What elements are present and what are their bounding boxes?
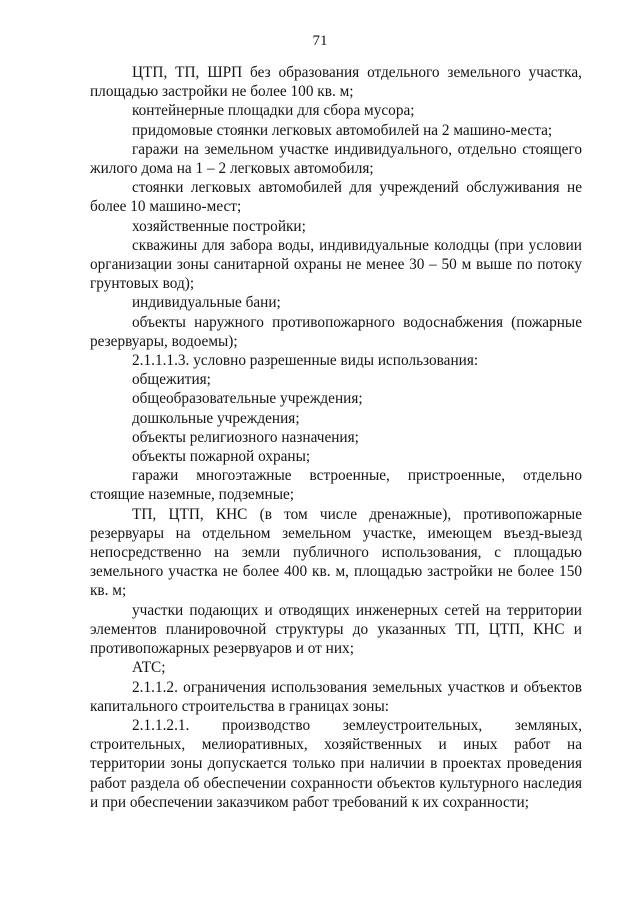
paragraph: придомовые стоянки легковых автомобилей на 2 машино-места;	[132, 121, 553, 139]
document-body	[90, 63, 582, 812]
paragraph: объекты религиозного назначения;	[132, 428, 359, 446]
paragraph: дошкольные учреждения;	[132, 409, 300, 427]
page-number: 71	[312, 33, 328, 49]
paragraph: ЦТП, ТП, ШРП без образования отдельного земельного участка, площадью застройки не более 100 кв. м;	[90, 64, 582, 101]
paragraph: объекты пожарной охраны;	[132, 448, 311, 466]
paragraph: ТП, ЦТП, КНС (в том числе дренажные), противопожарные резервуары на отдельном земельном участке, имеющем въезд-выезд непосредственно на земли публичного использования, с площадью земельного участка не более 400 кв. м, площадью застройки не более 150 кв. м;	[90, 505, 582, 600]
section-heading: 2.1.1.1.3. условно разрешенные виды использования:	[132, 352, 479, 370]
paragraph: общеобразовательные учреждения;	[132, 390, 363, 408]
paragraph: контейнерные площадки для сбора мусора;	[132, 102, 415, 120]
paragraph: хозяйственные постройки;	[132, 217, 306, 235]
paragraph: гаражи многоэтажные встроенные, пристроенные, отдельно стоящие наземные, подземные;	[90, 467, 582, 504]
paragraph: объекты наружного противопожарного водоснабжения (пожарные резервуары, водоемы);	[90, 313, 582, 350]
section-heading: 2.1.1.2. ограничения использования земельных участков и объектов капитального строительства в границах зоны:	[90, 678, 582, 715]
paragraph: АТС;	[132, 659, 166, 677]
paragraph: общежития;	[132, 371, 211, 389]
paragraph: индивидуальные бани;	[132, 294, 281, 312]
paragraph: скважины для забора воды, индивидуальные колодцы (при условии организации зоны санитарной охраны не менее 30 – 50 м выше по потоку грунтовых вод);	[90, 236, 582, 293]
paragraph: 2.1.1.2.1. производство землеустроительных, земляных, строительных, мелиоративных, хозяйственных и иных работ на территории зоны допускается только при наличии в проектах проведения работ раздела об обеспечении сохранности объектов культурного наследия и при обеспечении заказчиком работ требований к их сохранности;	[90, 716, 582, 811]
paragraph: стоянки легковых автомобилей для учреждений обслуживания не более 10 машино-мест;	[90, 179, 582, 216]
paragraph: участки подающих и отводящих инженерных сетей на территории элементов планировочной структуры до указанных ТП, ЦТП, КНС и противопожарных резервуаров и от них;	[90, 601, 582, 658]
paragraph: гаражи на земельном участке индивидуального, отдельно стоящего жилого дома на 1 – 2 легковых автомобиля;	[90, 140, 582, 178]
